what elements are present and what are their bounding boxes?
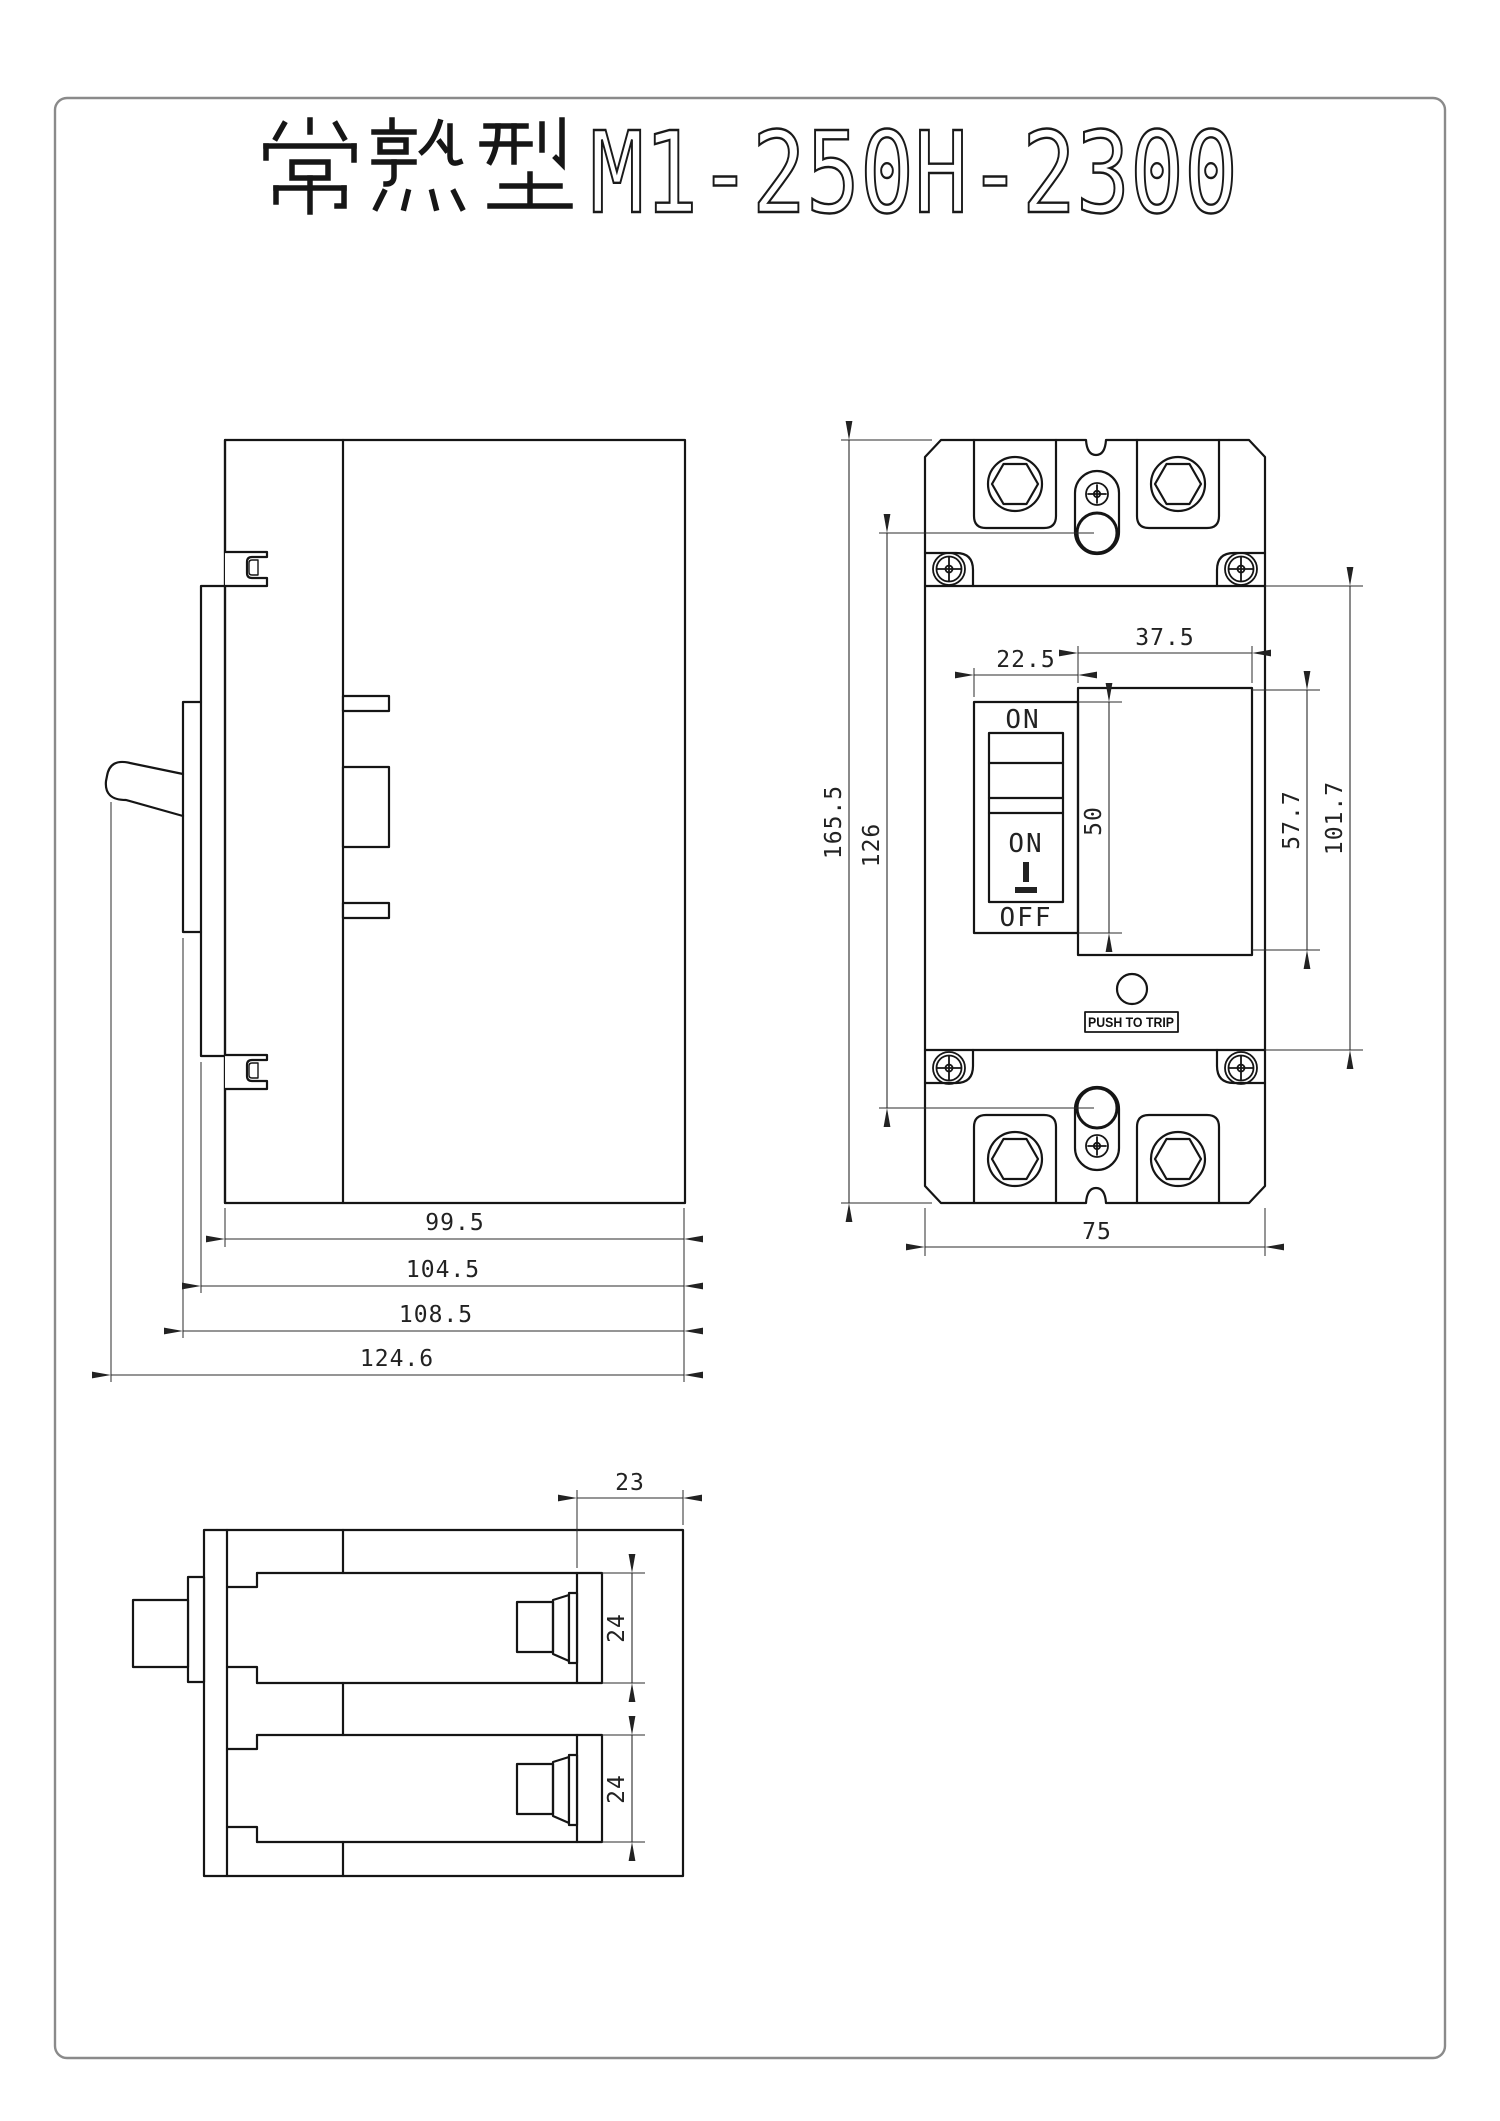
phillips-screw-bottom-slot [1086,1135,1108,1157]
dim-124-6: 124.6 [359,1346,435,1372]
dim-50: 50 [1081,806,1107,836]
dim-126: 126 [859,822,885,868]
label-off: OFF [999,903,1053,933]
push-to-trip-label: PUSH TO TRIP [1088,1014,1174,1030]
hex-screw-top-right [1151,457,1205,511]
side-view-outline [106,440,685,1203]
dim-57-7: 57.7 [1279,790,1305,850]
symbol-i-on [1023,862,1029,882]
side-view [106,440,685,1382]
hex-screw-bottom-left [988,1132,1042,1186]
dim-99-5: 99.5 [425,1210,485,1236]
dim-108-5: 108.5 [398,1302,474,1328]
front-view [821,440,1363,1256]
phillips-screw-top-slot [1086,483,1108,505]
drawing-title [266,109,1238,239]
phillips-screw-top-right [1225,553,1257,585]
phillips-screw-bottom-right [1225,1052,1257,1084]
dim-37-5: 37.5 [1135,625,1195,651]
dim-165-5: 165.5 [821,784,847,860]
trip-button [1117,974,1147,1004]
symbol-dash-off [1015,887,1037,893]
title-cjk-glyphs [266,120,570,212]
dim-23: 23 [615,1470,645,1496]
toggle-handle [106,762,183,816]
title-model-text: M1-250H-2300 [590,109,1238,239]
side-view-dimensions [111,1210,684,1375]
dim-101-7: 101.7 [1322,780,1348,856]
bottom-view-outline [133,1530,683,1876]
label-on-rocker: ON [1008,829,1044,859]
dim-22-5: 22.5 [996,647,1056,673]
hex-screw-top-left [988,457,1042,511]
rocker-switch [974,688,1252,955]
push-to-trip [1085,974,1178,1032]
sheet-border [55,98,1445,2058]
dim-104-5: 104.5 [405,1257,481,1283]
phillips-screw-top-left [933,553,965,585]
phillips-screw-bottom-left [933,1052,965,1084]
label-on-top: ON [1005,705,1041,735]
dim-24-bottom: 24 [604,1774,630,1804]
dim-24-top: 24 [604,1613,630,1643]
hex-screw-bottom-right [1151,1132,1205,1186]
bottom-view [133,1470,683,1876]
dim-75: 75 [1082,1219,1112,1245]
side-view-extension-lines [111,802,684,1382]
